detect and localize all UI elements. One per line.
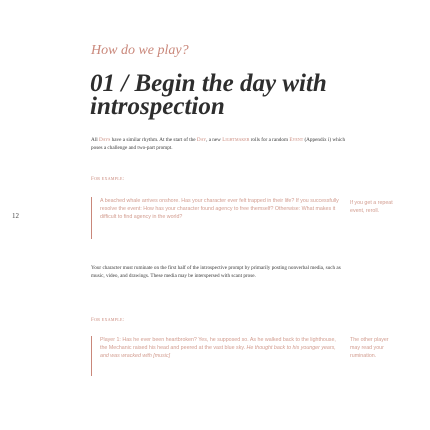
- intro-paragraph: All Days have a similar rhythm. At the start of the Day, a new Lightmaker rolls for a random Event (Appendix i) which poses a challenge and two-part prompt.: [91, 137, 346, 151]
- section-kicker: How do we play?: [91, 43, 189, 58]
- rumination-paragraph: Your character must ruminate on the first half of the introspective prompt by primarily posting nonverbal media, such as music, video, and drawings. These media may be interspersed with scant prose.: [91, 265, 341, 279]
- example-label-2: For example:: [91, 318, 125, 323]
- page-number: 12: [12, 212, 19, 220]
- example-label: For example:: [91, 177, 125, 182]
- term-lightmaker: Lightmaker: [222, 137, 250, 143]
- term-days: Days: [98, 137, 111, 143]
- margin-note: If you get a repeat event, reroll.: [350, 200, 393, 214]
- example-block: A beached whale arrives onshore. Has your character ever felt trapped in their life? If you successfully resolve the event: How has your character found agency to free themself? Otherwise: What makes it difficult to find agency in the world?: [91, 197, 341, 239]
- term-event: Event: [289, 137, 304, 143]
- term-day: Day: [196, 137, 207, 143]
- example-block-2: Player 1: Has he ever been heartbroken? Yes, he supposed so. As he walked back to the lighthouse, the Mechanic raised his head and peered at the vast blue sky. He thought back to his younger years, and was wracked with [music]: [91, 336, 341, 376]
- margin-note-2: The other player may read your rumination.: [350, 337, 389, 359]
- page-title: 01 / Begin the day with introspection: [90, 70, 327, 120]
